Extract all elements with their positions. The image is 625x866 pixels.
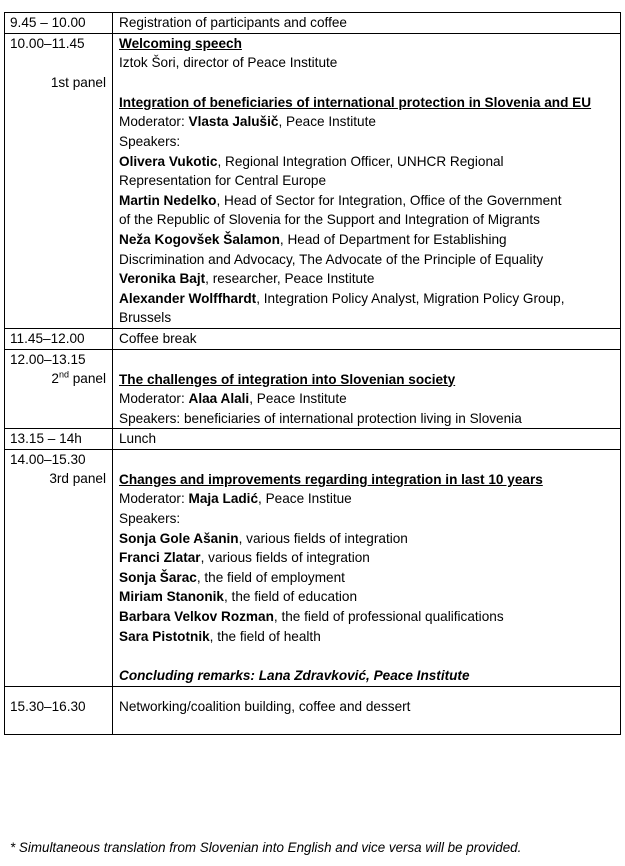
agenda-row-panel-1 (5, 33, 621, 328)
panel-title: Changes and improvements regarding integration in last 10 years (119, 471, 543, 487)
content-cell (113, 349, 621, 429)
item-text: Lunch (119, 431, 157, 447)
speaker-name: Franci Zlatar (119, 550, 201, 566)
time-label: 11.45–12.00 (10, 330, 85, 346)
item-text: Networking/coalition building, coffee and dessert (119, 698, 411, 714)
speaker-name: Sara Pistotnik (119, 628, 210, 644)
spacer (119, 350, 618, 370)
speaker-entry (119, 152, 618, 172)
speaker-name: Sonja Šarac (119, 569, 197, 585)
moderator-line (119, 489, 618, 509)
time-label: 10.00–11.45 (10, 35, 85, 51)
speakers-label: Speakers: (119, 133, 181, 149)
speaker-role: , various fields of integration (238, 530, 408, 546)
moderator-affiliation: , Peace Institute (278, 114, 376, 130)
agenda-row-coffee-break (5, 328, 621, 349)
content-cell (113, 686, 621, 735)
speaker-name: Sonja Gole Ašanin (119, 530, 239, 546)
speaker-role: , various fields of integration (200, 550, 370, 566)
speaker-role: , researcher, Peace Institute (205, 271, 375, 287)
panel-label (10, 369, 112, 389)
moderator-label: Moderator: (119, 491, 185, 507)
speaker-role: , the field of health (209, 628, 321, 644)
time-label: 12.00–13.15 (10, 351, 86, 367)
speaker-name: Olivera Vukotic (119, 153, 218, 169)
moderator-label: Moderator: (119, 114, 185, 130)
panel-title: Integration of beneficiaries of international protection in Slovenia and EU (119, 94, 592, 110)
panel-title: The challenges of integration into Slovenian society (119, 371, 456, 387)
welcome-speaker: Iztok Šori, director of Peace Institute (119, 55, 338, 71)
moderator-affiliation: , Peace Institute (249, 391, 347, 407)
time-cell (5, 13, 113, 34)
agenda-row-panel-3 (5, 449, 621, 686)
time-cell (5, 449, 113, 686)
time-label: 15.30–16.30 (10, 698, 86, 714)
agenda-row-lunch (5, 429, 621, 450)
spacer (119, 450, 618, 470)
speaker-name: Alexander Wolffhardt (119, 290, 257, 306)
panel-word: panel (68, 371, 106, 387)
speaker-entry (119, 607, 618, 627)
time-cell (5, 429, 113, 450)
time-label: 13.15 – 14h (10, 431, 82, 447)
speaker-entry (119, 191, 618, 211)
content-cell (113, 33, 621, 328)
agenda-row-networking (5, 686, 621, 735)
speaker-entry (119, 529, 618, 549)
item-text: Registration of participants and coffee (119, 15, 347, 30)
speaker-name: Miriam Stanonik (119, 589, 224, 605)
speaker-role: , Head of Sector for Integration, Office of the Government (216, 192, 562, 208)
moderator-name: Alaa Alali (188, 391, 250, 407)
panel-label: 3rd panel (49, 471, 106, 487)
speaker-role: , Integration Policy Analyst, Migration Policy Group, (256, 290, 565, 306)
speakers-line: Speakers: beneficiaries of international protection living in Slovenia (119, 410, 522, 426)
content-cell (113, 429, 621, 450)
speaker-name: Veronika Bajt (119, 271, 206, 287)
speaker-entry (119, 230, 618, 250)
speaker-entry (119, 548, 618, 568)
speaker-entry (119, 568, 618, 588)
time-cell (5, 349, 113, 429)
speaker-role: , Head of Department for Establishing (279, 231, 507, 247)
panel-label: 1st panel (50, 75, 106, 91)
footnote: * Simultaneous translation from Slovenian into English and vice versa will be provided. (10, 840, 522, 855)
moderator-affiliation: , Peace Institue (258, 491, 352, 507)
speakers-label: Speakers: (119, 511, 181, 527)
content-cell (113, 449, 621, 686)
speaker-role-cont: of the Republic of Slovenia for the Support and Integration of Migrants (119, 212, 540, 228)
speaker-role-cont: Discrimination and Advocacy, The Advocate of the Principle of Equality (119, 251, 544, 267)
time-cell (5, 686, 113, 735)
time-label: 14.00–15.30 (10, 451, 86, 467)
moderator-line (119, 112, 618, 132)
item-text: Coffee break (119, 330, 197, 346)
panel-ordinal: nd (58, 369, 69, 380)
speaker-role: , the field of professional qualifications (273, 609, 504, 625)
speaker-role: , Regional Integration Officer, UNHCR Regional (217, 153, 504, 169)
agenda-table (4, 12, 621, 735)
speaker-name: Martin Nedelko (119, 192, 217, 208)
concluding-remarks: Concluding remarks: Lana Zdravković, Peace Institute (119, 668, 470, 684)
speaker-entry (119, 627, 618, 647)
moderator-name: Vlasta Jalušič (188, 114, 279, 130)
spacer (119, 73, 618, 93)
speaker-entry (119, 289, 618, 309)
speaker-role-cont: Representation for Central Europe (119, 173, 327, 189)
moderator-name: Maja Ladić (188, 491, 259, 507)
agenda-row-registration (5, 13, 621, 34)
moderator-label: Moderator: (119, 391, 185, 407)
agenda-row-panel-2 (5, 349, 621, 429)
panel-number: 2 (51, 371, 59, 387)
speaker-entry (119, 269, 618, 289)
welcome-title: Welcoming speech (119, 35, 242, 51)
speaker-role: , the field of employment (196, 569, 345, 585)
content-cell (113, 13, 621, 34)
speaker-role: , the field of education (224, 589, 358, 605)
moderator-line (119, 389, 618, 409)
time-cell (5, 328, 113, 349)
speaker-entry (119, 587, 618, 607)
content-cell (113, 328, 621, 349)
speaker-role-cont: Brussels (119, 310, 172, 326)
time-cell (5, 33, 113, 328)
time-label: 9.45 – 10.00 (10, 15, 86, 30)
speaker-name: Barbara Velkov Rozman (119, 609, 274, 625)
speaker-name: Neža Kogovšek Šalamon (119, 231, 280, 247)
